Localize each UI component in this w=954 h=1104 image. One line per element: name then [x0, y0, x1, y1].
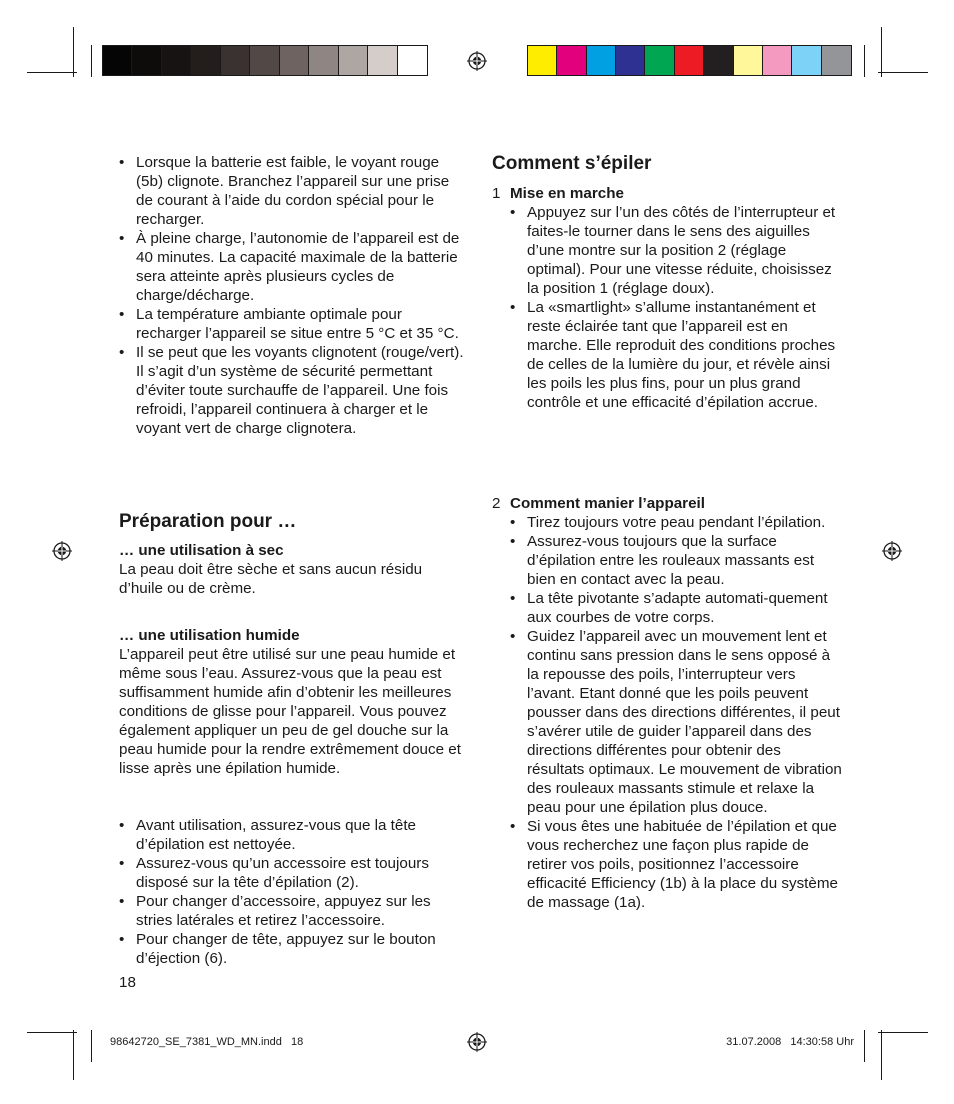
list-item: • Lorsque la batterie est faible, le voyant rouge (5b) clignote. Branchez l’appareil sur une prise de courant à l’aide du cordon spécial pour le recharger.: [119, 153, 464, 229]
list-item: • Pour changer de tête, appuyez sur le bouton d’éjection (6).: [119, 930, 464, 968]
wet-use-text: L’appareil peut être utilisé sur une peau humide et même sous l’eau. Assurez-vous que la peau est suffisamment humide afin d’obtenir les meilleures conditions de glisse pour l’appareil. Vous pouvez également appliquer un peu de gel douche sur la peau humide pour la rendre extrêmement douce et lisse après une épilation humide.: [119, 646, 461, 777]
accessory-bullet-list: [119, 816, 464, 968]
color-swatch: [250, 46, 279, 75]
color-swatch: [734, 46, 763, 75]
step-2-title: Comment manier l’appareil: [510, 495, 705, 512]
crop-mark: [878, 1032, 928, 1033]
color-swatch: [704, 46, 733, 75]
color-swatch: [763, 46, 792, 75]
color-swatch: [132, 46, 161, 75]
color-swatch: [103, 46, 132, 75]
color-swatch: [587, 46, 616, 75]
crop-mark: [91, 1030, 92, 1062]
color-swatch: [822, 46, 851, 75]
crop-mark: [73, 1030, 74, 1080]
list-item: • Appuyez sur l’un des côtés de l’interrupteur et faites-le tourner dans le sens des aiguilles d’une montre sur la position 2 (réglage optimal). Pour une vitesse réduite, choisissez la position 1 (réglage doux).: [510, 203, 842, 298]
color-swatch: [528, 46, 557, 75]
color-swatch: [368, 46, 397, 75]
color-swatch: [675, 46, 704, 75]
color-swatch: [280, 46, 309, 75]
step-2-section: [492, 494, 842, 912]
list-item: • Tirez toujours votre peau pendant l’épilation.: [510, 513, 842, 532]
list-item: • Guidez l’appareil avec un mouvement lent et continu sans pression dans le sens opposé à la repousse des poils, l’interrupteur vers l’avant. Etant donné que les poils peuvent pousser dans des directions différentes, il peut s’avérer utile de guider l’appareil dans des directions différentes pour obtenir des résultats optimaux. Le mouvement de vibration des rouleaux massants stimule et relaxe la peau pour une épilation plus douce.: [510, 627, 842, 817]
step-1-title: Mise en marche: [510, 185, 624, 202]
color-swatch: [398, 46, 427, 75]
list-item: • Si vous êtes une habituée de l’épilation et que vous recherchez une façon plus rapide de retirer vos poils, positionnez l’accessoire efficacité Efficiency (1b) à la place du système de massage (1a).: [510, 817, 842, 912]
color-swatch: [309, 46, 338, 75]
left-column: [119, 153, 464, 438]
list-item: • Assurez-vous qu’un accessoire est toujours disposé sur la tête d’épilation (2).: [119, 854, 464, 892]
crop-mark: [27, 1032, 77, 1033]
crop-mark: [878, 72, 928, 73]
registration-mark-icon: [52, 541, 72, 561]
list-item: • À pleine charge, l’autonomie de l’appareil est de 40 minutes. La capacité maximale de la batterie sera atteinte après plusieurs cycles de charge/décharge.: [119, 229, 464, 305]
list-item: • Il se peut que les voyants clignotent (rouge/vert). Il s’agit d’un système de sécurité permettant d’éviter toute surchauffe de l’appareil. Une fois refroidi, l’appareil continuera à charger et le voyant vert de charge clignotera.: [119, 343, 464, 438]
accessory-section: [119, 816, 464, 968]
color-swatch: [616, 46, 645, 75]
list-item: • La tête pivotante s’adapte automati-quement aux courbes de votre corps.: [510, 589, 842, 627]
color-swatch: [557, 46, 586, 75]
footer-filename: 98642720_SE_7381_WD_MN.indd 18: [110, 1036, 304, 1048]
list-item: • Avant utilisation, assurez-vous que la tête d’épilation est nettoyée.: [119, 816, 464, 854]
step-1-bullet-list: [510, 203, 842, 412]
dry-use-section: [119, 541, 464, 598]
process-color-bar: [527, 45, 852, 76]
step-number: 2: [492, 495, 501, 512]
color-swatch: [792, 46, 821, 75]
color-swatch: [645, 46, 674, 75]
preparation-heading: Préparation pour …: [119, 511, 297, 532]
footer-timestamp: 31.07.2008 14:30:58 Uhr: [726, 1036, 854, 1048]
color-swatch: [339, 46, 368, 75]
crop-mark: [881, 1030, 882, 1080]
registration-mark-icon: [882, 541, 902, 561]
crop-mark: [73, 27, 74, 77]
list-item: • Assurez-vous toujours que la surface d’épilation entre les rouleaux massants est bien en contact avec la peau.: [510, 532, 842, 589]
crop-mark: [27, 72, 77, 73]
step-1-section: [492, 184, 842, 412]
crop-mark: [864, 45, 865, 77]
battery-bullet-list: [119, 153, 464, 438]
color-swatch: [221, 46, 250, 75]
wet-use-subheading: … une utilisation humide: [119, 627, 300, 644]
color-swatch: [191, 46, 220, 75]
list-item: • La température ambiante optimale pour recharger l’appareil se situe entre 5 °C et 35 °C.: [119, 305, 464, 343]
how-to-epilate-heading: Comment s’épiler: [492, 153, 652, 174]
color-swatch: [162, 46, 191, 75]
crop-mark: [881, 27, 882, 77]
gray-color-bar: [102, 45, 428, 76]
registration-mark-icon: [467, 51, 487, 71]
dry-use-text: La peau doit être sèche et sans aucun résidu d’huile ou de crème.: [119, 561, 423, 597]
crop-mark: [91, 45, 92, 77]
list-item: • Pour changer d’accessoire, appuyez sur les stries latérales et retirez l’accessoire.: [119, 892, 464, 930]
list-item: • La «smartlight» s’allume instantanément et reste éclairée tant que l’appareil est en marche. Elle reproduit des conditions proches de celles de la lumière du jour, et révèle ainsi les poils les plus fins, pour un plus grand contrôle et une efficacité d’épilation accrue.: [510, 298, 842, 412]
step-2-bullet-list: [510, 513, 842, 912]
registration-mark-icon: [467, 1032, 487, 1052]
wet-use-section: [119, 626, 464, 778]
step-number: 1: [492, 185, 501, 202]
dry-use-subheading: … une utilisation à sec: [119, 542, 284, 559]
crop-mark: [864, 1030, 865, 1062]
page-number: 18: [119, 974, 136, 991]
